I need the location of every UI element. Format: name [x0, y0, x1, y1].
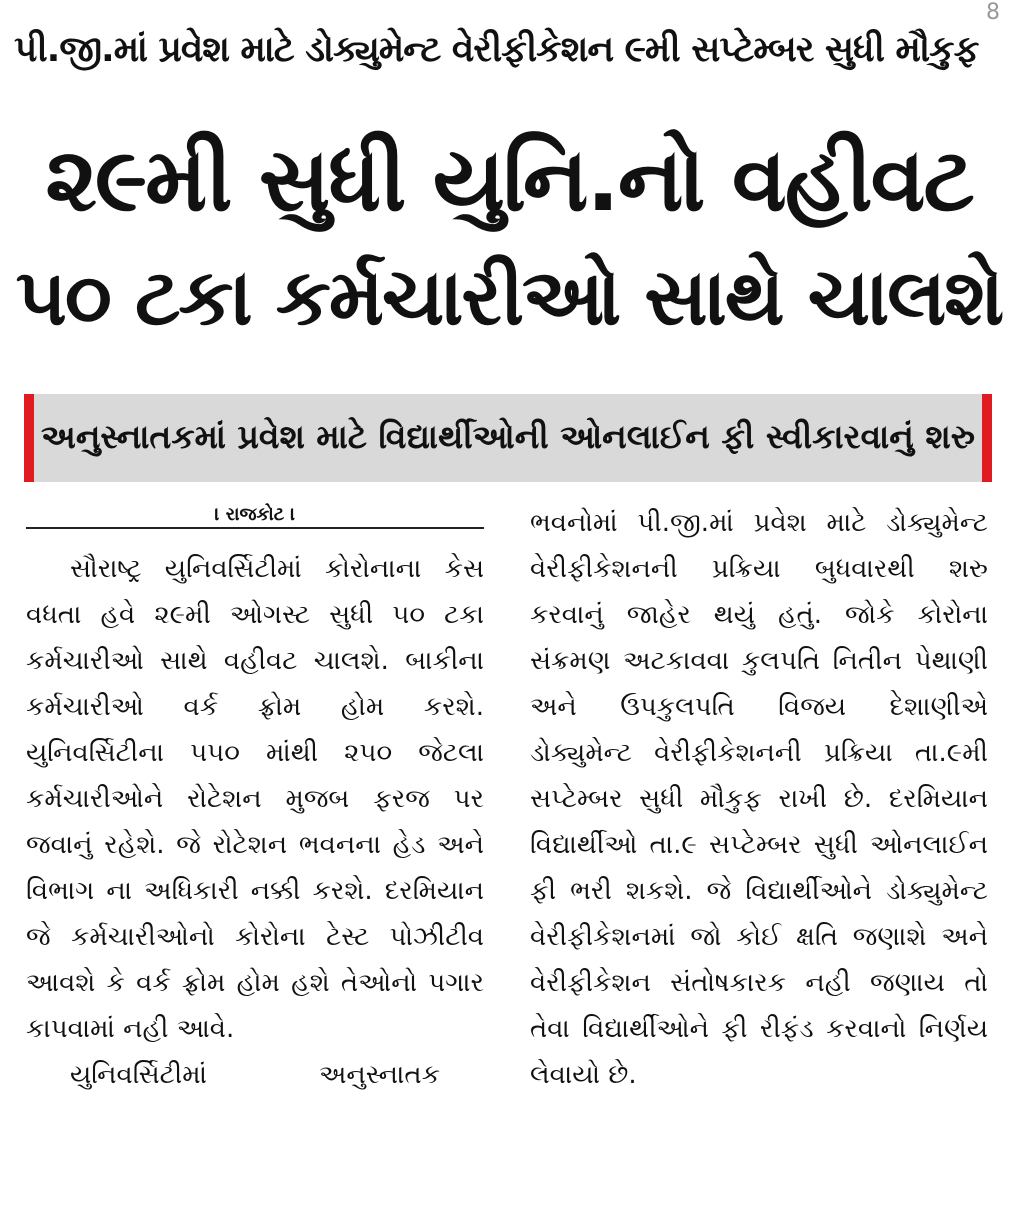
article-word: અનુસ્નાતક — [318, 1060, 440, 1090]
article-column-2 — [530, 500, 988, 1098]
corner-mark: 8 — [986, 0, 1000, 25]
subheadline: અનુસ્નાતકમાં પ્રવેશ માટે વિદ્યાર્થીઓની ઓનલાઈન ફી સ્વીકારવાનું શરુ — [41, 417, 975, 456]
dateline-rule — [26, 527, 484, 529]
kicker-headline: પી.જી.માં પ્રવેશ માટે ડોક્યુમેન્ટ વેરીફીકેશન ૯મી સપ્ટેમ્બર સુધી મૌકુફ — [14, 29, 979, 70]
subheadline-bar — [24, 394, 992, 482]
dateline: । રાજકોટ । — [214, 504, 296, 525]
article-paragraph: સૌરાષ્ટ્ર યુનિવર્સિટીમાં કોરોનાના કેસ વધતા હવે ૨૯મી ઓગસ્ટ સુધી ૫૦ ટકા કર્મચારીઓ સાથે વહીવટ ચાલશે. બાકીના કર્મચારીઓ વર્ક ફ્રોમ હોમ કરશે. યુનિવર્સિટીના ૫૫૦ માંથી ૨૫૦ જેટલા કર્મચારીઓને રોટેશન મુજબ ફરજ પર જવાનું રહેશે. જે રોટેશન ભવનના હેડ અને વિભાગ ના અધિકારી નક્કી કરશે. દરમિયાન જે કર્મચારીઓનો કોરોના ટેસ્ટ પોઝીટીવ આવશે કે વર્ક ફ્રોમ હોમ હશે તેઓનો પગાર કાપવામાં નહી આવે. — [26, 554, 484, 1044]
main-headline-line-1: ૨૯મી સુધી યુનિ.નો વહીવટ — [45, 128, 973, 231]
main-headline-line-2: ૫૦ ટકા કર્મચારીઓ સાથે ચાલશે — [15, 253, 1003, 343]
article-paragraph-continued — [26, 1052, 484, 1098]
article-word: યુનિવર્સિટીમાં — [70, 1060, 207, 1090]
article-column-1 — [26, 546, 484, 1098]
article-paragraph: ભવનોમાં પી.જી.માં પ્રવેશ માટે ડોક્યુમેન્ટ વેરીફીકેશનની પ્રક્રિયા બુધવારથી શરુ કરવાનું જાહેર થયું હતું. જોકે કોરોના સંક્રમણ અટકાવવા કુલપતિ નિતીન પેથાણી અને ઉપકુલપતિ વિજય દેશાણીએ ડોક્યુમેન્ટ વેરીફીકેશનની પ્રક્રિયા તા.૯મી સપ્ટેમ્બર સુધી મૌકુફ રાખી છે. દરમિયાન વિદ્યાર્થીઓ તા.૯ સપ્ટેમ્બર સુધી ઓનલાઈન ફી ભરી શકશે. જે વિદ્યાર્થીઓને ડોક્યુમેન્ટ વેરીફીકેશનમાં જો કોઈ ક્ષતિ જણાશે અને વેરીફીકેશન સંતોષકારક નહી જણાય તો તેવા વિદ્યાર્થીઓને ફી રીફંડ કરવાનો નિર્ણય લેવાયો છે. — [530, 508, 988, 1090]
